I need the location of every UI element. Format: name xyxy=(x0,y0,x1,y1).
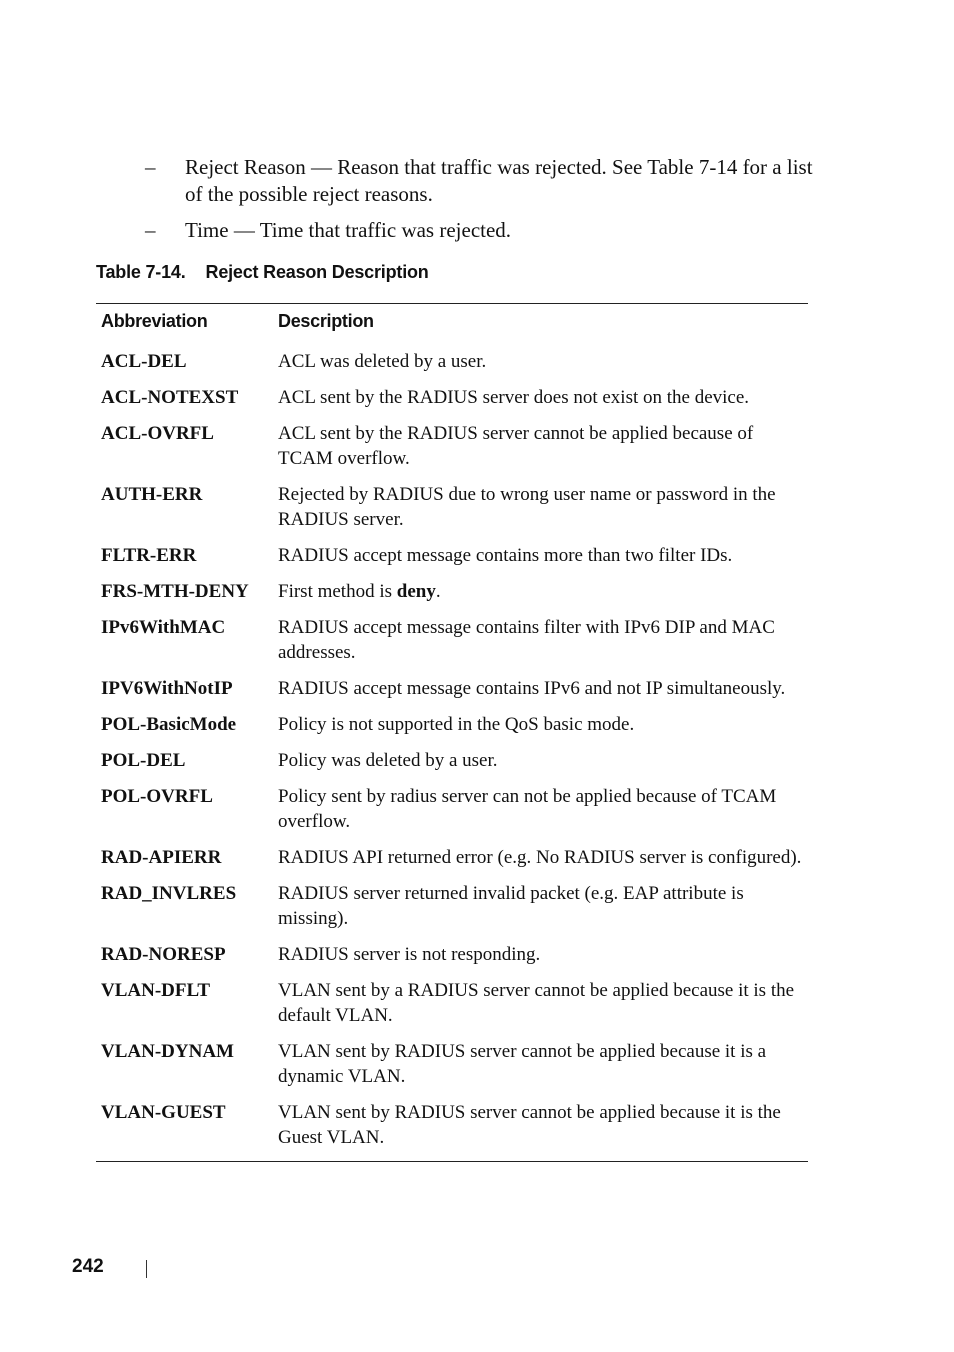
table-row xyxy=(96,936,808,972)
cell-description: VLAN sent by a RADIUS server cannot be applied because it is the default VLAN. xyxy=(278,979,795,1026)
field-description-list xyxy=(145,154,825,253)
cell-description: Policy is not supported in the QoS basic mode. xyxy=(278,713,635,735)
table-row xyxy=(96,609,808,670)
cell-description: ACL sent by the RADIUS server does not exist on the device. xyxy=(278,386,750,408)
cell-description: RADIUS accept message contains more than two filter IDs. xyxy=(278,544,733,566)
cell-description: RADIUS server is not responding. xyxy=(278,943,541,965)
cell-abbreviation: FLTR-ERR xyxy=(101,544,197,566)
table-row xyxy=(96,839,808,875)
cell-abbreviation: ACL-DEL xyxy=(101,350,187,372)
cell-description: RADIUS accept message contains filter with IPv6 DIP and MAC addresses. xyxy=(278,616,775,663)
table-row xyxy=(96,476,808,537)
table-caption-label: Table 7-14. xyxy=(96,262,186,282)
cell-abbreviation: RAD-APIERR xyxy=(101,846,222,868)
cell-description: RADIUS server returned invalid packet (e.g. EAP attribute is missing). xyxy=(278,882,744,929)
cell-abbreviation: VLAN-GUEST xyxy=(101,1101,226,1123)
cell-abbreviation: ACL-NOTEXST xyxy=(101,386,239,408)
bullet-text: — Time that traffic was rejected. xyxy=(228,218,512,242)
cell-abbreviation: RAD-NORESP xyxy=(101,943,226,965)
table-row xyxy=(96,537,808,573)
table-row xyxy=(96,1094,808,1155)
cell-description: VLAN sent by RADIUS server cannot be applied because it is a dynamic VLAN. xyxy=(278,1040,767,1087)
reject-reason-table xyxy=(96,303,808,1162)
cell-abbreviation: POL-BasicMode xyxy=(101,713,237,735)
bullet-time xyxy=(145,217,825,244)
cell-description: ACL sent by the RADIUS server cannot be applied because of TCAM overflow. xyxy=(278,422,754,469)
cell-description: Policy sent by radius server can not be applied because of TCAM overflow. xyxy=(278,785,777,832)
cell-description: VLAN sent by RADIUS server cannot be applied because it is the Guest VLAN. xyxy=(278,1101,781,1148)
cell-abbreviation: ACL-OVRFL xyxy=(101,422,214,444)
table-row xyxy=(96,573,808,609)
cell-description: Policy was deleted by a user. xyxy=(278,749,498,771)
column-header-description: Description xyxy=(278,311,374,331)
cell-abbreviation: POL-DEL xyxy=(101,749,186,771)
cell-description: RADIUS accept message contains IPv6 and not IP simultaneously. xyxy=(278,677,786,699)
bullet-dash: – xyxy=(145,155,156,179)
cell-description xyxy=(278,579,803,604)
cell-abbreviation: VLAN-DFLT xyxy=(101,979,211,1001)
cell-description: ACL was deleted by a user. xyxy=(278,350,487,372)
table-row xyxy=(96,343,808,379)
bullet-term: Reject Reason xyxy=(185,155,306,179)
cell-abbreviation: AUTH-ERR xyxy=(101,483,203,505)
bullet-term: Time xyxy=(185,218,229,242)
table-row xyxy=(96,972,808,1033)
page-number: 242 xyxy=(72,1256,104,1277)
bullet-reject-reason xyxy=(145,154,825,208)
table-caption xyxy=(96,262,429,283)
table-row xyxy=(96,415,808,476)
table-row xyxy=(96,875,808,936)
table-row xyxy=(96,706,808,742)
cell-abbreviation: FRS-MTH-DENY xyxy=(101,580,249,602)
bullet-text: — Reason that traffic was rejected. See Table 7-14 for a list of the possible reject reasons. xyxy=(185,155,813,206)
column-header-abbreviation: Abbreviation xyxy=(101,311,208,331)
bullet-dash: – xyxy=(145,218,156,242)
description-emphasis: deny xyxy=(396,580,436,602)
cell-abbreviation: IPV6WithNotIP xyxy=(101,677,233,699)
cell-abbreviation: POL-OVRFL xyxy=(101,785,213,807)
table-row xyxy=(96,379,808,415)
cell-description: Rejected by RADIUS due to wrong user name or password in the RADIUS server. xyxy=(278,483,776,530)
table-row xyxy=(96,742,808,778)
cell-abbreviation: VLAN-DYNAM xyxy=(101,1040,234,1062)
table-caption-title: Reject Reason Description xyxy=(205,262,429,282)
cell-description: RADIUS API returned error (e.g. No RADIUS server is configured). xyxy=(278,846,802,868)
table-header-row xyxy=(96,308,808,343)
table-row xyxy=(96,670,808,706)
cell-abbreviation: RAD_INVLRES xyxy=(101,882,237,904)
table-row xyxy=(96,778,808,839)
table-row xyxy=(96,1033,808,1094)
description-text: First method is xyxy=(278,580,397,602)
footer-divider xyxy=(146,1260,147,1278)
cell-abbreviation: IPv6WithMAC xyxy=(101,616,226,638)
description-text: . xyxy=(435,580,441,602)
